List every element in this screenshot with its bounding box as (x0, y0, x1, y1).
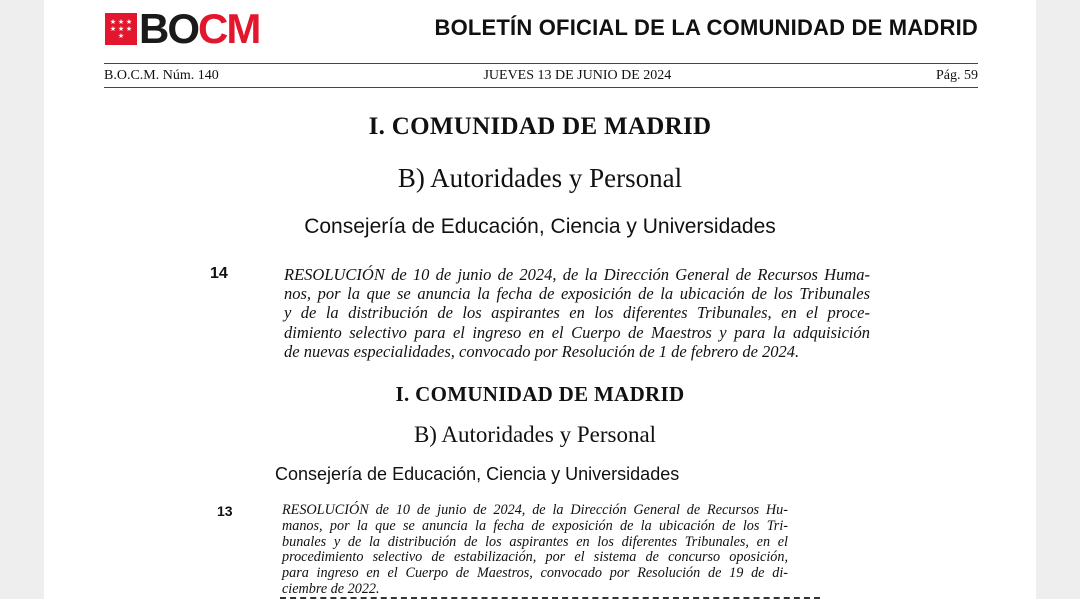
resolution-line: nos, por la que se anuncia la fecha de exposición de la ubicación de los Tribunales (284, 284, 870, 304)
cropped-text-line (280, 592, 820, 599)
resolution-line: ciembre de 2022. (282, 580, 380, 597)
section-subtitle: B) Autoridades y Personal (413, 422, 657, 447)
issue-date: JUEVES 13 DE JUNIO DE 2024 (483, 68, 672, 83)
resolution-line: procedimiento selectivo de estabilización, por el sistema de concurso oposición, (282, 549, 788, 566)
logo-wordmark: BOCM (139, 5, 260, 52)
resolution-line: y de la distribución de los aspirantes en los diferentes Tribunales, en el proce- (284, 303, 870, 323)
resolution-line: bunales y de la distribución de los aspirantes en los diferentes Tribunales, en el (282, 533, 788, 550)
header-rule-top (104, 63, 978, 64)
resolution-line: dimiento selectivo para el ingreso en el Cuerpo de Maestros y para la adquisición (284, 322, 870, 342)
entry-number: 13 (217, 503, 233, 519)
resolution-line: de nuevas especialidades, convocado por Resolución de 1 de febrero de 2024. (284, 341, 800, 361)
resolution-line: manos, por la que se anuncia la fecha de exposición de la ubicación de los Tri- (282, 517, 788, 534)
resolution-line: para ingreso en el Cuerpo de Maestros, convocado por Resolución de 19 de di- (282, 565, 788, 582)
resolution-text (284, 265, 870, 361)
entry-number: 14 (210, 265, 228, 282)
department-heading: Consejería de Educación, Ciencia y Universidades (275, 464, 680, 484)
madrid-stars-icon: ★ ★ ★ ★ ★ ★ ★ (105, 13, 137, 45)
department-heading: Consejería de Educación, Ciencia y Universidades (304, 215, 776, 238)
masthead-title: BOLETÍN OFICIAL DE LA COMUNIDAD DE MADRID (434, 15, 978, 40)
page-number: Pág. 59 (936, 68, 978, 83)
section-title: I. COMUNIDAD DE MADRID (395, 382, 685, 406)
header-rule-bottom (104, 87, 978, 88)
document-page (44, 0, 1036, 599)
bocm-logo (105, 5, 260, 52)
resolution-text (282, 503, 788, 598)
section-subtitle: B) Autoridades y Personal (397, 163, 683, 193)
resolution-line: RESOLUCIÓN de 10 de junio de 2024, de la Dirección General de Recursos Hu- (282, 502, 788, 518)
resolution-line: RESOLUCIÓN de 10 de junio de 2024, de la Dirección General de Recursos Huma- (284, 265, 870, 284)
issue-line (104, 67, 978, 85)
section-title: I. COMUNIDAD DE MADRID (368, 113, 712, 140)
issue-number: B.O.C.M. Núm. 140 (104, 68, 219, 83)
